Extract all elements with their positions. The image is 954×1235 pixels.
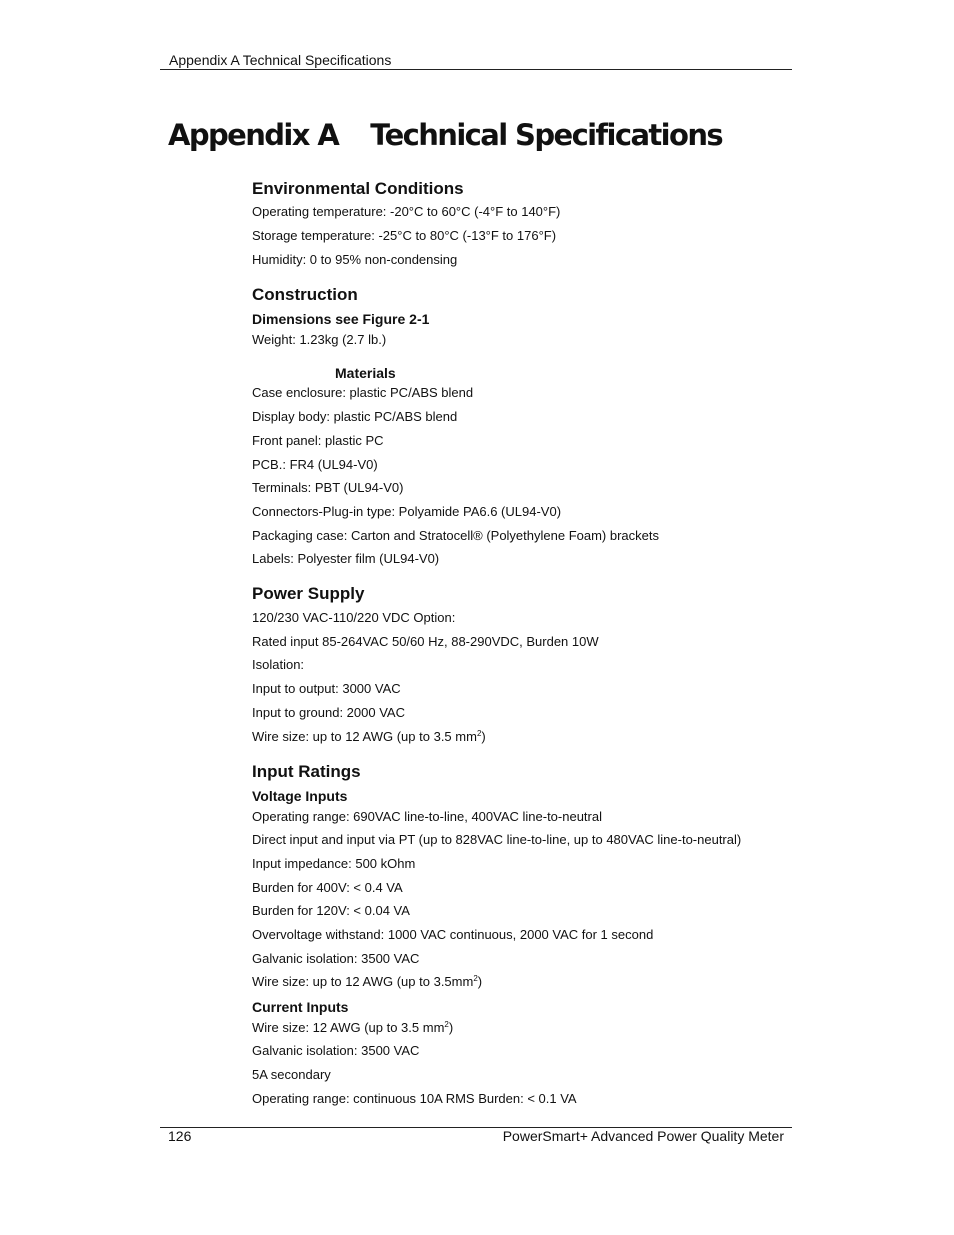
- material-pcb: PCB.: FR4 (UL94-V0): [252, 457, 378, 472]
- current-operating-range: Operating range: continuous 10A RMS Burden: < 0.1 VA: [252, 1091, 577, 1106]
- materials-heading: Materials: [335, 365, 396, 381]
- chapter-title: [168, 118, 722, 152]
- current-wire-size-text: Wire size: 12 AWG (up to 3.5 mm: [252, 1020, 445, 1035]
- header-rule: [160, 69, 792, 70]
- power-wire-size-text: Wire size: up to 12 AWG (up to 3.5 mm: [252, 729, 477, 744]
- material-labels: Labels: Polyester film (UL94-V0): [252, 551, 440, 566]
- material-terminals: Terminals: PBT (UL94-V0): [252, 480, 404, 495]
- material-display-body: Display body: plastic PC/ABS blend: [252, 409, 458, 424]
- env-operating-temperature: Operating temperature: -20°C to 60°C (-4°F to 140°F): [252, 204, 561, 219]
- voltage-wire-size-sup: 2: [473, 974, 478, 983]
- voltage-direct-input: Direct input and input via PT (up to 828VAC line-to-line, up to 480VAC line-to-neutral): [252, 832, 742, 847]
- power-rated-input: Rated input 85-264VAC 50/60 Hz, 88-290VDC, Burden 10W: [252, 634, 599, 649]
- current-wire-size: [252, 1020, 453, 1035]
- current-wire-size-close: ): [448, 1020, 454, 1035]
- power-input-to-output: Input to output: 3000 VAC: [252, 681, 401, 696]
- voltage-wire-size: [252, 974, 482, 989]
- material-packaging: Packaging case: Carton and Stratocell® (Polyethylene Foam) brackets: [252, 528, 659, 543]
- power-wire-size-sup: 2: [476, 729, 482, 738]
- construction-heading: Construction: [252, 285, 358, 304]
- environmental-heading: Environmental Conditions: [252, 179, 464, 198]
- dimensions-heading: Dimensions see Figure 2-1: [252, 311, 430, 327]
- product-name: PowerSmart+ Advanced Power Quality Meter: [502, 1128, 784, 1144]
- voltage-inputs-heading: Voltage Inputs: [252, 788, 348, 804]
- material-connectors: Connectors-Plug-in type: Polyamide PA6.6 (UL94-V0): [252, 504, 562, 519]
- voltage-wire-size-text: Wire size: up to 12 AWG (up to 3.5mm: [252, 974, 474, 989]
- env-storage-temperature: Storage temperature: -25°C to 80°C (-13°F to 176°F): [252, 228, 557, 243]
- current-secondary: 5A secondary: [252, 1067, 331, 1082]
- voltage-operating-range: Operating range: 690VAC line-to-line, 400VAC line-to-neutral: [252, 809, 602, 824]
- running-header: Appendix A Technical Specifications: [169, 52, 392, 68]
- power-supply-heading: Power Supply: [252, 584, 365, 603]
- power-wire-size-close: ): [481, 729, 486, 744]
- voltage-input-impedance: Input impedance: 500 kOhm: [252, 856, 416, 871]
- input-ratings-heading: Input Ratings: [252, 762, 361, 781]
- page-number: 126: [168, 1128, 192, 1144]
- current-wire-size-sup: 2: [444, 1020, 449, 1029]
- env-humidity: Humidity: 0 to 95% non-condensing: [252, 252, 458, 267]
- material-front-panel: Front panel: plastic PC: [252, 433, 384, 448]
- current-inputs-heading: Current Inputs: [252, 999, 349, 1015]
- weight-text: Weight: 1.23kg (2.7 lb.): [252, 332, 387, 347]
- material-case-enclosure: Case enclosure: plastic PC/ABS blend: [252, 385, 474, 400]
- chapter-name: Technical Specifications: [370, 118, 723, 152]
- voltage-burden-120v: Burden for 120V: < 0.04 VA: [252, 903, 410, 918]
- voltage-wire-size-close: ): [477, 974, 483, 989]
- voltage-galvanic-isolation: Galvanic isolation: 3500 VAC: [252, 951, 420, 966]
- power-wire-size: [252, 729, 486, 744]
- power-isolation: Isolation:: [252, 657, 305, 672]
- current-galvanic-isolation: Galvanic isolation: 3500 VAC: [252, 1043, 420, 1058]
- power-input-to-ground: Input to ground: 2000 VAC: [252, 705, 405, 720]
- voltage-overvoltage: Overvoltage withstand: 1000 VAC continuous, 2000 VAC for 1 second: [252, 927, 654, 942]
- voltage-burden-400v: Burden for 400V: < 0.4 VA: [252, 880, 403, 895]
- chapter-label: Appendix A: [168, 118, 339, 152]
- power-option: 120/230 VAC-110/220 VDC Option:: [252, 610, 456, 625]
